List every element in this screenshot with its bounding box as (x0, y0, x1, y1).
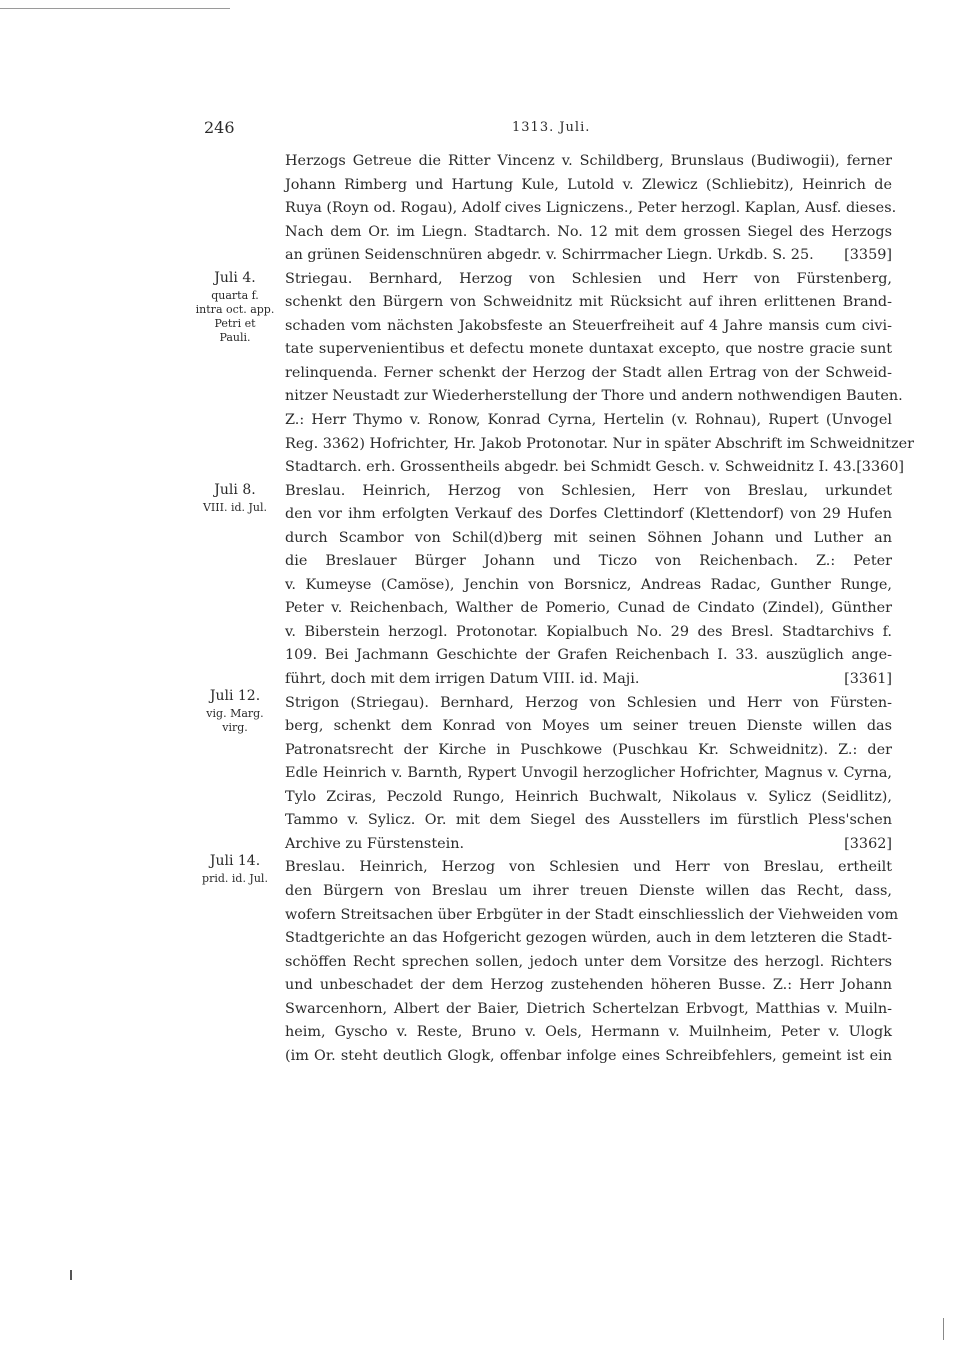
margin-note-juli-8 (192, 480, 278, 515)
entry-heading-line: Striegau. Bernhard, Herzog von Schlesien und Herr von Fürstenberg, (285, 270, 892, 287)
text-line: nitzer Neustadt zur Wiederherstellung der Thore und andern nothwendigen Bauten. (285, 388, 903, 405)
margin-text: Petri et (214, 317, 256, 330)
text-line (285, 833, 892, 857)
margin-date: Juli 12. (209, 688, 261, 704)
text-line: 109. Bei Jachmann Geschichte der Grafen Reichenbach I. 33. auszüglich ange- (285, 647, 892, 664)
scan-artifact-line (0, 8, 230, 9)
text-line: Edle Heinrich v. Barnth, Rypert Unvogil herzoglicher Hofrichter, Magnus v. Cyrna, (285, 765, 892, 782)
text-line: die Breslauer Bürger Johann und Ticzo von Reichenbach. Z.: Peter (285, 553, 892, 570)
margin-text: VIII. id. Jul. (202, 501, 268, 514)
margin-note-juli-14 (192, 851, 278, 886)
text-line: Z.: Herr Thymo v. Ronow, Konrad Cyrna, Hertelin (v. Rohnau), Rupert (Unvogel (285, 412, 892, 429)
margin-date: Juli 8. (214, 482, 256, 498)
text-line: Swarcenhorn, Albert der Baier, Dietrich Schertelzan Erbvogt, Matthias v. Muiln- (285, 1000, 892, 1017)
text-line: den Bürgern von Breslau um ihrer treuen Dienste willen das Recht, dass, (285, 882, 892, 899)
text-line-content: führt, doch mit dem irrigen Datum VIII. id. Maji. (285, 671, 640, 688)
document-number: [3359] (844, 247, 892, 264)
text-line: tate supervenientibus et defectu monete duntaxat excepto, que nostre gracie sunt (285, 341, 892, 358)
text-line: Tylo Zciras, Peczold Rungo, Heinrich Buchwalt, Nikolaus v. Sylicz (Seidlitz), (285, 788, 892, 805)
scan-mark (70, 1270, 72, 1280)
margin-note-juli-4 (192, 268, 278, 345)
text-line: Peter v. Reichenbach, Walther de Pomerio, Cunad de Cindato (Zindel), Günther (285, 600, 892, 617)
entry-heading-line: Breslau. Heinrich, Herzog von Schlesien, Herr von Breslau, urkundet (285, 482, 892, 499)
margin-text: vig. Marg. (206, 707, 264, 720)
text-line: Ruya (Royn od. Rogau), Adolf cives Ligniczens., Peter herzogl. Kaplan, Ausf. dieses. (285, 200, 897, 217)
margin-date: Juli 14. (209, 853, 261, 869)
text-line: Nach dem Or. im Liegn. Stadtarch. No. 12 mit dem grossen Siegel des Herzogs (285, 223, 892, 240)
text-line: wofern Streitsachen über Erbgüter in der Stadt einschliesslich der Viehweiden vom (285, 906, 899, 923)
document-number: [3360] (856, 459, 905, 476)
text-line: Stadtgerichte an das Hofgericht gezogen würden, auch in dem letzteren die Stadt- (285, 930, 892, 947)
margin-text: Pauli. (219, 331, 251, 344)
text-line-content: Archive zu Fürstenstein. (285, 835, 465, 852)
entry-heading-line: Strigon (Striegau). Bernhard, Herzog von Schlesien und Herr von Fürsten- (285, 694, 892, 711)
text-line (285, 244, 892, 268)
margin-text: intra oct. app. (195, 303, 275, 316)
text-line: schöffen Recht sprechen sollen, jedoch unter dem Vorsitze des herzogl. Richters (285, 953, 892, 970)
document-number: [3362] (844, 835, 892, 852)
scan-mark (943, 1318, 944, 1340)
margin-date: Juli 4. (214, 270, 256, 286)
text-line: v. Biberstein herzogl. Protonotar. Kopialbuch No. 29 des Bresl. Stadtarchivs f. (285, 623, 892, 640)
margin-text: prid. id. Jul. (202, 872, 268, 885)
entry-heading-line: Breslau. Heinrich, Herzog von Schlesien und Herr von Breslau, ertheilt (285, 859, 892, 876)
text-line (285, 456, 905, 480)
text-line: schaden vom nächsten Jakobsfeste an Steuerfreiheit auf 4 Jahre mansis cum civi- (285, 317, 892, 334)
text-line: durch Scambor von Schil(d)berg mit seinen Söhnen Johann und Luther an (285, 529, 892, 546)
margin-text: quarta f. (211, 289, 259, 302)
margin-text: virg. (222, 721, 248, 734)
text-line: schenkt den Bürgern von Schweidnitz mit Rücksicht auf ihren erlittenen Brand- (285, 294, 892, 311)
text-line: und unbeschadet der dem Herzog zustehenden höheren Busse. Z.: Herr Johann (285, 977, 892, 994)
text-line-content: Stadtarch. erh. Grossentheils abgedr. bei Schmidt Gesch. v. Schweidnitz I. 43. (285, 459, 857, 476)
text-line: (im Or. steht deutlich Glogk, offenbar infolge eines Schreibfehlers, gemeint ist ein (285, 1047, 892, 1064)
document-number: [3361] (844, 671, 892, 688)
text-line: v. Kumeyse (Camöse), Jenchin von Borsnicz, Andreas Radac, Gunther Runge, (285, 576, 892, 593)
text-line: berg, schenkt dem Konrad von Moyes um seiner treuen Dienste willen das (285, 718, 892, 735)
text-line: Johann Rimberg und Hartung Kule, Lutold v. Zlewicz (Schliebitz), Heinrich de (285, 176, 892, 193)
text-line: Reg. 3362) Hofrichter, Hr. Jakob Protonotar. Nur in später Abschrift im Schweidnitzer (285, 435, 915, 452)
text-line: Tammo v. Sylicz. Or. mit dem Siegel des Ausstellers im fürstlich Pless'schen (285, 812, 892, 829)
page-number: 246 (204, 118, 235, 137)
text-line-content: an grünen Seidenschnüren abgedr. v. Schirrmacher Liegn. Urkdb. S. 25. (285, 247, 814, 264)
text-line: den vor ihm erfolgten Verkauf des Dorfes Clettindorf (Klettendorf) von 29 Hufen (285, 506, 892, 523)
text-line: Herzogs Getreue die Ritter Vincenz v. Schildberg, Brunslaus (Budiwogii), ferner (285, 153, 892, 169)
text-line: heim, Gyscho v. Reste, Bruno v. Oels, Hermann v. Muilnheim, Peter v. Ulogk (285, 1024, 892, 1041)
page-header (0, 118, 960, 142)
margin-note-juli-12 (192, 686, 278, 735)
running-head: 1313. Juli. (512, 120, 591, 135)
text-line: Patronatsrecht der Kirche in Puschkowe (Puschkau Kr. Schweidnitz). Z.: der (285, 741, 892, 758)
text-line: relinquenda. Ferner schenkt der Herzog der Stadt allen Ertrag von der Schweid- (285, 364, 892, 381)
text-line (285, 668, 892, 692)
main-text (285, 150, 915, 1068)
